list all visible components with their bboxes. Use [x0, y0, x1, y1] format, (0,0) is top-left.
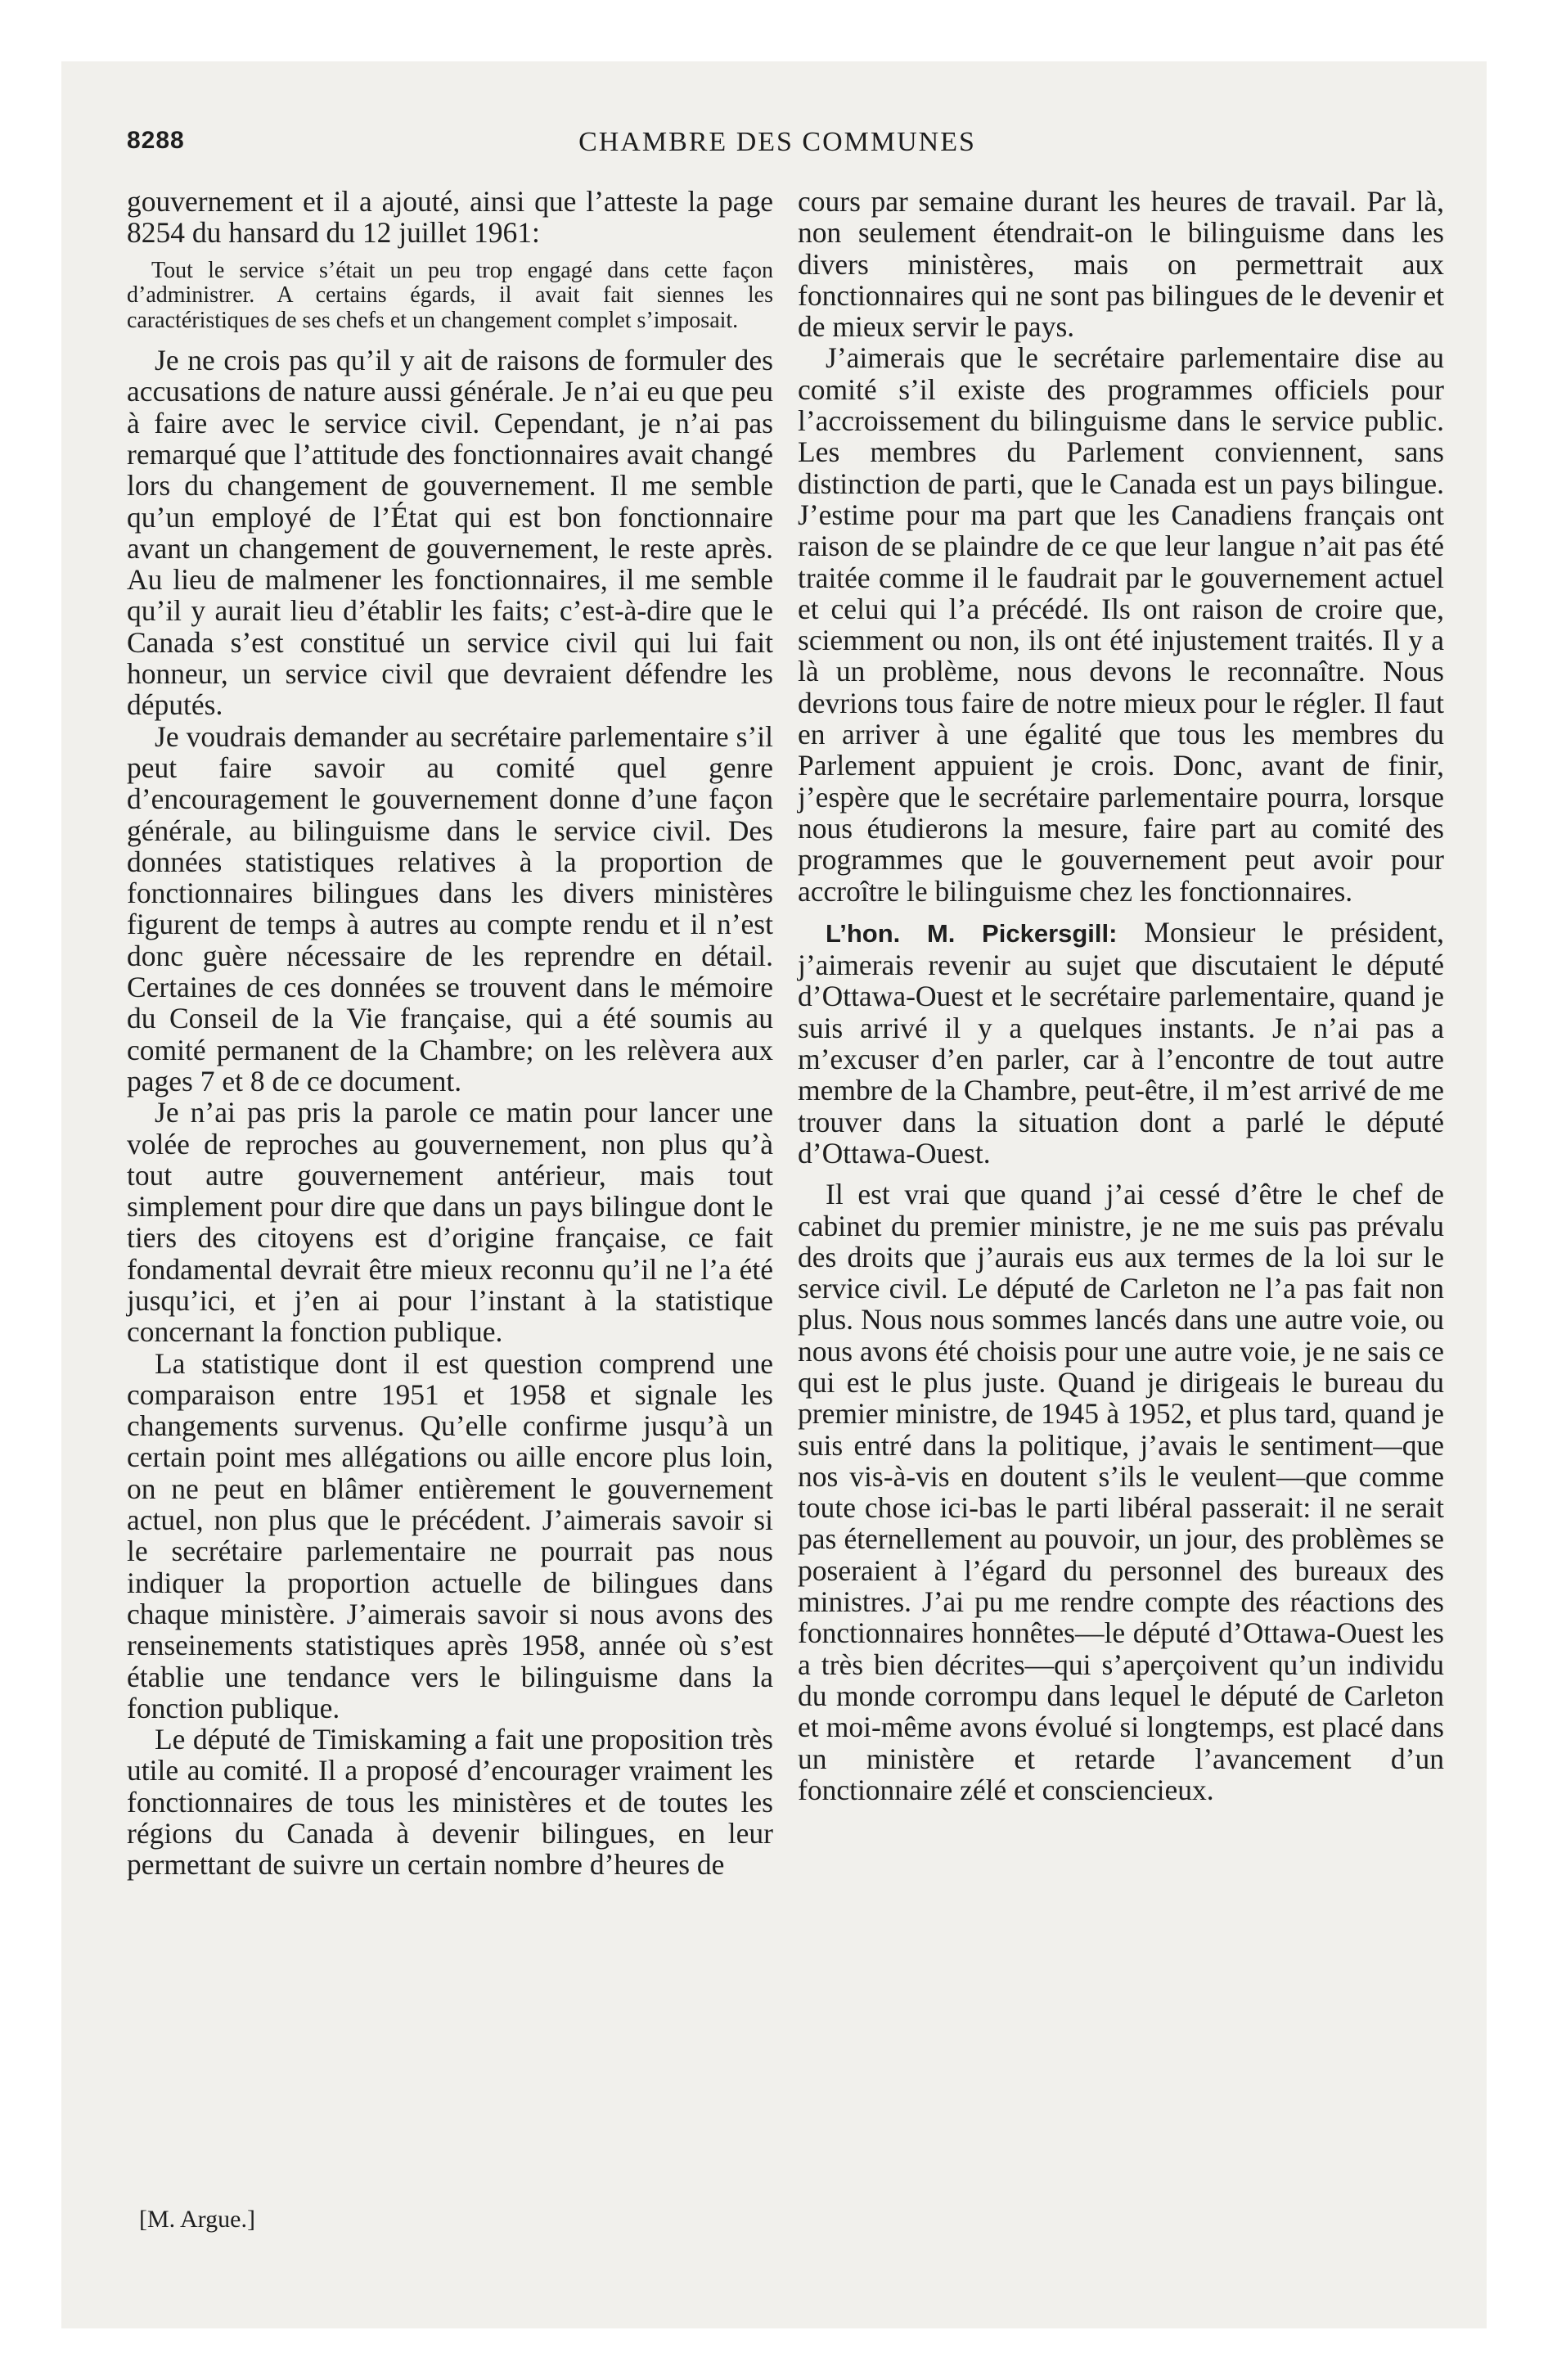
- page-header: [127, 127, 1428, 168]
- paragraph: cours par semaine durant les heures de travail. Par là, non seulement étendrait-on le bilinguisme dans les divers ministères, mais on permettrait aux fonctionnaires qui ne sont pas bilingues de le devenir et de mieux servir le pays.: [798, 185, 1444, 344]
- paragraph: Je voudrais demander au secrétaire parlementaire s’il peut faire savoir au comité quel genre d’encouragement le gouvernement donne d’une façon générale, au bilinguisme dans le service civil. Des données statistiques relatives à la proportion de fonctionnaires bilingues dans les divers ministères figurent de temps à autres au compte rendu et il n’est donc guère nécessaire de les reprendre en détail. Certaines de ces données se trouvent dans le mémoire du Conseil de la Vie française, qui a été soumis au comité permanent de la Chambre; on les relèvera aux pages 7 et 8 de ce document.: [127, 719, 773, 1098]
- paragraph: gouvernement et il a ajouté, ainsi que l’atteste la page 8254 du hansard du 12 juillet 1961:: [127, 185, 773, 250]
- left-column: [127, 186, 773, 1881]
- speech-paragraph: [798, 917, 1444, 1169]
- speaker-name: L’hon. M. Pickersgill:: [826, 918, 1118, 948]
- running-head-title: CHAMBRE DES COMMUNES: [578, 127, 976, 157]
- right-column: [798, 186, 1444, 1805]
- paragraph: Je n’ai pas pris la parole ce matin pour lancer une volée de reproches au gouvernement, non plus qu’à tout autre gouvernement antérieur, mais tout simplement pour dire que dans un pays bilingue dont le tiers des citoyens est d’origine française, ce fait fondamental devrait être mieux reconnu qu’il ne l’a été jusqu’ici, et j’en ai pour l’instant à la statistique concernant la fonction publique.: [127, 1096, 773, 1349]
- page-number: 8288: [127, 127, 185, 154]
- paragraph: Je ne crois pas qu’il y ait de raisons de formuler des accusations de nature aussi générale. Je n’ai eu que peu à faire avec le service civil. Cependant, je n’ai pas remarqué que l’attitude des fonctionnaires avait changé lors du changement de gouvernement. Il me semble qu’un employé de l’État qui est bon fonctionnaire avant un changement de gouvernement, le reste après. Au lieu de malmener les fonctionnaires, il me semble qu’il y aurait lieu d’établir les faits; c’est-à-dire que le Canada s’est constitué un service civil qui lui fait honneur, un service civil que devraient défendre les députés.: [127, 344, 773, 722]
- paragraph: J’aimerais que le secrétaire parlementaire dise au comité s’il existe des programmes officiels pour l’accroissement du bilinguisme dans le service public. Les membres du Parlement conviennent, sans distinction de parti, que le Canada est un pays bilingue. J’estime pour ma part que les Canadiens français ont raison de se plaindre de ce que leur langue n’ait pas été traitée comme il le faudrait par le gouvernement actuel et celui qui l’a précédé. Ils ont raison de croire que, sciemment ou non, ils ont été injustement traités. Il y a là un problème, nous devons le reconnaître. Nous devrions tous faire de notre mieux pour le régler. Il faut en arriver à une égalité que tous les membres du Parlement appuient je crois. Donc, avant de finir, j’espère que le secrétaire parlementaire pourra, lorsque nous étudierons la mesure, faire part au comité des programmes que le gouvernement peut avoir pour accroître le bilinguisme chez les fonctionnaires.: [798, 341, 1444, 908]
- page: [61, 61, 1487, 2328]
- paragraph: Le député de Timiskaming a fait une proposition très utile au comité. Il a proposé d’encourager vraiment les fonctionnaires de tous les ministères et de toutes les régions du Canada à devenir bilingues, en leur permettant de suivre un certain nombre d’heures de: [127, 1723, 773, 1882]
- paragraph: La statistique dont il est question comprend une comparaison entre 1951 et 1958 et signale les changements survenus. Qu’elle confirme jusqu’à un certain point mes allégations ou aille encore plus loin, on ne peut en blâmer entièrement le gouvernement actuel, non plus que le précédent. J’aimerais savoir si le secrétaire parlementaire ne pourrait pas nous indiquer la proportion actuelle de bilingues dans chaque ministère. J’aimerais savoir si nous avons des renseinements statistiques après 1958, année où s’est établie une tendance vers le bilinguisme dans la fonction publique.: [127, 1346, 773, 1724]
- paragraph: Il est vrai que quand j’ai cessé d’être le chef de cabinet du premier ministre, je ne me suis pas prévalu des droits que j’aurais eus aux termes de la loi sur le service civil. Le député de Carleton ne l’a pas fait non plus. Nous nous sommes lancés dans une autre voie, ou nous avons été choisis pour une autre voie, je ne sais ce qui est le plus juste. Quand je dirigeais le bureau du premier ministre, de 1945 à 1952, et plus tard, quand je suis entré dans la politique, j’avais le sentiment—que nos vis-à-vis en doutent s’ils le veulent—que comme toute chose ici-bas le parti libéral passerait: il ne serait pas éternellement au pouvoir, un jour, des problèmes se poseraient à l’égard du personnel des bureaux des ministres. J’ai pu me rendre compte des réactions des fonctionnaires honnêtes—le député d’Ottawa-Ouest les a très bien décrites—qui s’aperçoivent qu’un individu du monde corrompu dans lequel le député de Carleton et moi-même avons évolué si longtemps, est placé dans un ministère et retarde l’avancement d’un fonctionnaire zélé et consciencieux.: [798, 1178, 1444, 1806]
- speech-text: Monsieur le président, j’aimerais revenir au sujet que discutaient le député d’Ottawa-Ouest et le secrétaire parlementaire, quand je suis arrivé il y a quelques instants. Je n’ai pas a m’excuser d’en parler, car à l’encontre de tout autre membre de la Chambre, peut-être, il m’est arrivé de me trouver dans la situation dont a parlé le député d’Ottawa-Ouest.: [798, 915, 1444, 1170]
- speaker-attribution: [M. Argue.]: [139, 2206, 255, 2233]
- block-quote: Tout le service s’était un peu trop engagé dans cette façon d’administrer. A certains égards, il avait fait siennes les caractéristiques de ses chefs et un changement complet s’imposait.: [127, 257, 773, 333]
